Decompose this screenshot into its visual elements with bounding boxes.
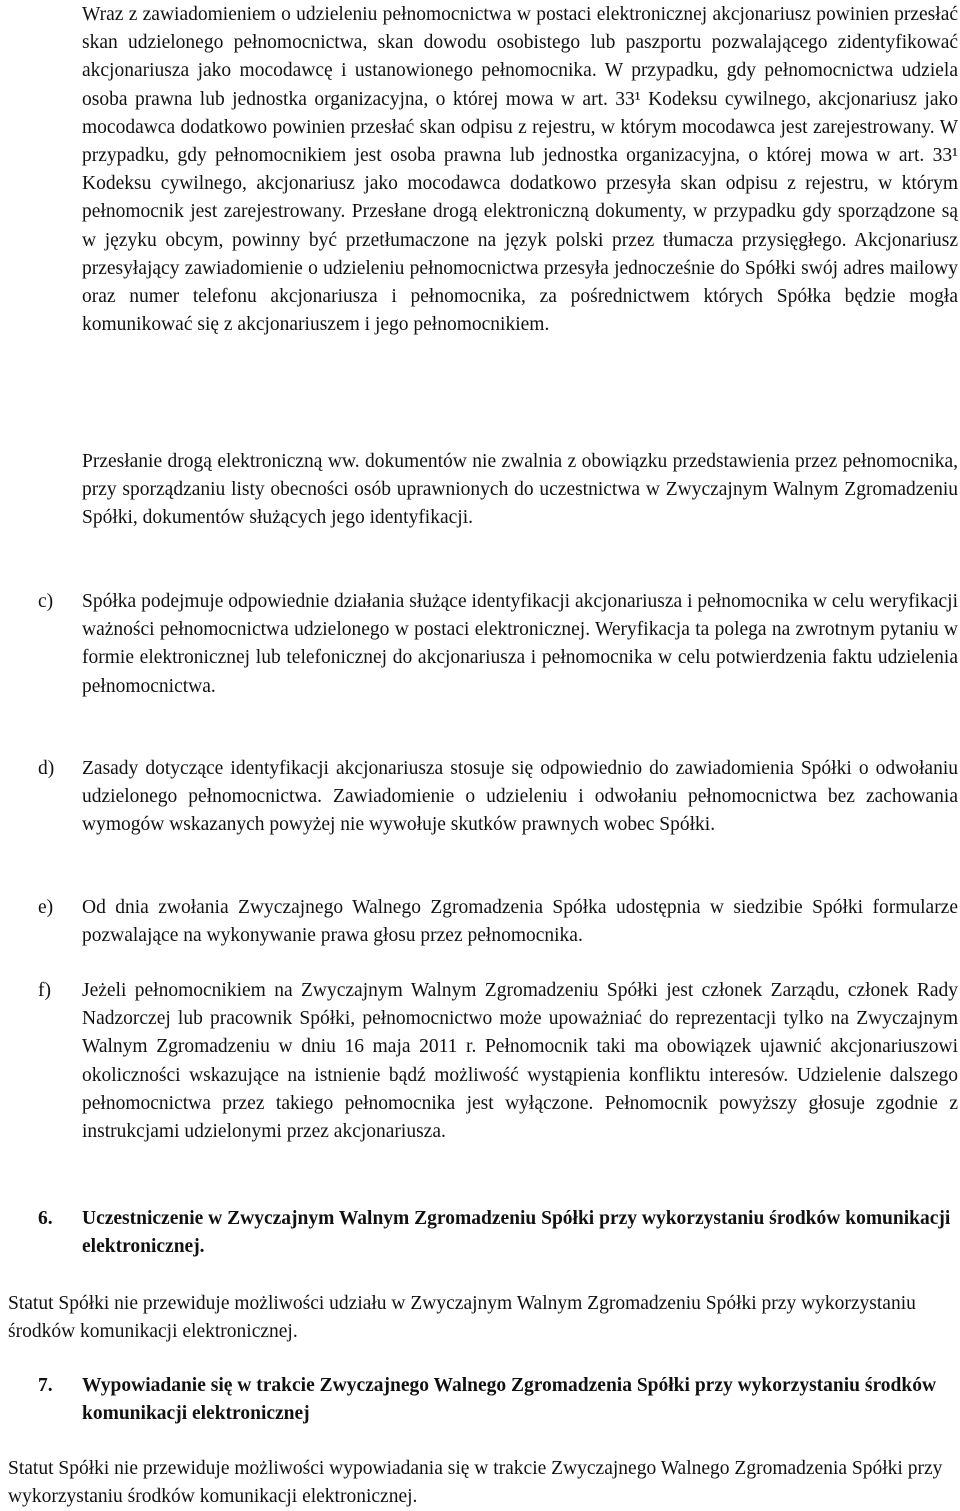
list-item-text: Zasady dotyczące identyfikacji akcjonariusza stosuje się odpowiednio do zawiadomienia Spółki o odwołaniu udzielonego pełnomocnictwa. Zawiadomienie o udzieleniu i odwołaniu pełnomocnictwa bez zachowania wymogów wskazanych powyżej nie wywołuje skutków prawnych wobec Spółki. [82,758,958,836]
list-item-text: Jeżeli pełnomocnikiem na Zwyczajnym Walnym Zgromadzeniu Spółki jest członek Zarządu, członek Rady Nadzorczej lub pracownik Spółki, pełnomocnictwo może upoważniać do reprezentacji tylko na Zwyczajnym Walnym Zgromadzeniu w dniu 16 maja 2011 r. Pełnomocnik taki ma obowiązek ujawnić akcjonariuszowi okoliczności wskazujące na istnienie bądź możliwość wystąpienia konfliktu interesów. Udzielenie dalszego pełnomocnictwa przez takiego pełnomocnika jest wyłączone. Pełnomocnik powyższy głosuje zgodnie z instrukcjami udzielonymi przez akcjonariusza. [82,980,958,1143]
section-number: 7. [38,1375,53,1396]
list-marker: d) [38,758,55,779]
section-number: 6. [38,1208,53,1229]
list-item-text: Od dnia zwołania Zwyczajnego Walnego Zgromadzenia Spółka udostępnia w siedzibie Spółki formularze pozwalające na wykonywanie prawa głosu przez pełnomocnika. [82,897,958,947]
list-marker: f) [38,980,51,1001]
list-marker: e) [38,897,54,918]
intro-paragraph-2: Przesłanie drogą elektroniczną ww. dokumentów nie zwalnia z obowiązku przedstawienia przez pełnomocnika, przy sporządzaniu listy obecności osób uprawnionych do uczestnictwa w Zwyczajnym Walnym Zgromadzeniu Spółki, dokumentów służących jego identyfikacji. [82,451,958,529]
list-marker: c) [38,591,54,612]
section-title: Uczestniczenie w Zwyczajnym Walnym Zgromadzeniu Spółki przy wykorzystaniu środków komunikacji elektronicznej. [82,1208,951,1258]
section-6-body: Statut Spółki nie przewiduje możliwości udziału w Zwyczajnym Walnym Zgromadzeniu Spółki przy wykorzystaniu środków komunikacji elektronicznej. [8,1293,916,1343]
section-7-body: Statut Spółki nie przewiduje możliwości wypowiadania się w trakcie Zwyczajnego Walnego Zgromadzenia Spółki przy wykorzystaniu środków komunikacji elektronicznej. [8,1458,943,1508]
intro-paragraph-1: Wraz z zawiadomieniem o udzieleniu pełnomocnictwa w postaci elektronicznej akcjonariusz powinien przesłać skan udzielonego pełnomocnictwa, skan dowodu osobistego lub paszportu pozwalającego zidentyfikować akcjonariusza jako mocodawcę i ustanowionego pełnomocnika. W przypadku, gdy pełnomocnictwa udziela osoba prawna lub jednostka organizacyjna, o której mowa w art. 33¹ Kodeksu cywilnego, akcjonariusz jako mocodawca dodatkowo powinien przesłać skan odpisu z rejestru, w którym mocodawca jest zarejestrowany. W przypadku, gdy pełnomocnikiem jest osoba prawna lub jednostka organizacyjna, o której mowa w art. 33¹ Kodeksu cywilnego, akcjonariusz jako mocodawca dodatkowo przesyła skan odpisu z rejestru, w którym pełnomocnik jest zarejestrowany. Przesłane drogą elektroniczną dokumenty, w przypadku gdy sporządzone są w języku obcym, powinny być przetłumaczone na język polski przez tłumacza przysięgłego. Akcjonariusz przesyłający zawiadomienie o udzieleniu pełnomocnictwa przesyła jednocześnie do Spółki swój adres mailowy oraz numer telefonu akcjonariusza i pełnomocnika, za pośrednictwem których Spółka będzie mogła komunikować się z akcjonariuszem i jego pełnomocnikiem. [82,4,958,336]
list-item-text: Spółka podejmuje odpowiednie działania służące identyfikacji akcjonariusza i pełnomocnika w celu weryfikacji ważności pełnomocnictwa udzielonego w postaci elektronicznej. Weryfikacja ta polega na zwrotnym pytaniu w formie elektronicznej lub telefonicznej do akcjonariusza i pełnomocnika w celu potwierdzenia faktu udzielenia pełnomocnictwa. [82,591,958,697]
section-title: Wypowiadanie się w trakcie Zwyczajnego Walnego Zgromadzenia Spółki przy wykorzystaniu środków komunikacji elektronicznej [82,1375,937,1425]
